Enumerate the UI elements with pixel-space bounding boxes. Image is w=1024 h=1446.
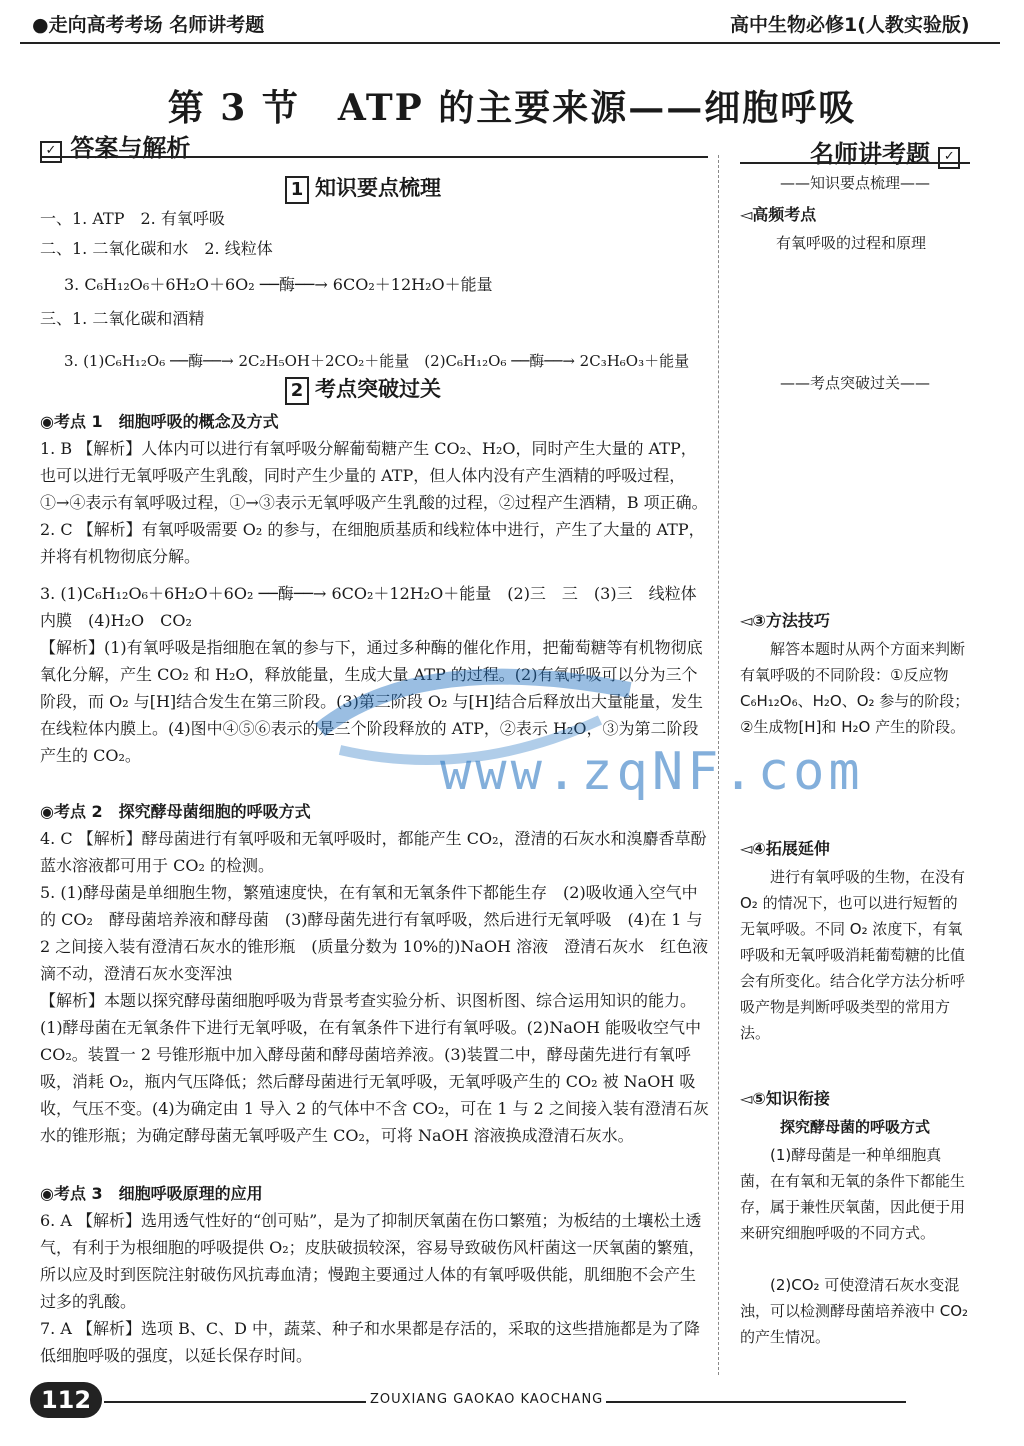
high-frequency-heading: ◅高频考点 — [740, 205, 817, 224]
method-tip-heading: ◅③方法技巧 — [740, 611, 830, 630]
header-left: ●走向高考考场 名师讲考题 — [32, 14, 265, 36]
checkbox-icon: ✓ — [40, 141, 62, 163]
answer-item: 3. (1)C₆H₁₂O₆＋6H₂O＋6O₂ ──酶──→ 6CO₂＋12H₂O＋能量 (2)三 三 (3)三 线粒体内膜 (4)H₂O CO₂ — [40, 584, 697, 630]
page-number: 112 — [30, 1382, 102, 1418]
part2-heading — [285, 373, 441, 405]
kp3-block — [40, 1180, 710, 1369]
answers-heading-rule — [40, 156, 708, 158]
header-right: 高中生物必修1(人教实验版) — [730, 14, 970, 36]
knowledge-link-subtitle: 探究酵母菌的呼吸方式 — [779, 1118, 930, 1136]
analysis-item: 【解析】本题以探究酵母菌细胞呼吸为背景考查实验分析、识图析图、综合运用知识的能力。(1)酵母菌在无氧条件下进行无氧呼吸，在有氧条件下进行有氧呼吸。(2)NaOH 能吸收空气中 CO₂。装置一 2 号锥形瓶中加入酵母菌和酵母菌培养液。(3)装置二中，酵母菌先进行有氧呼吸，消耗 O₂，瓶内气压降低；然后酵母菌进行无氧呼吸，无氧呼吸产生的 CO₂ 被 NaOH 吸收，气压不变。(4)为确定由 1 导入 2 的气体中不含 CO₂，可在 1 与 2 之间接入装有澄清石灰水的锥形瓶；为确定酵母菌无氧呼吸产生 CO₂，可将 NaOH 溶液换成澄清石灰水。 — [40, 991, 709, 1145]
kp2-block — [40, 798, 710, 1149]
footer-rule-right — [606, 1401, 906, 1403]
answer-item: 6. A 【解析】选用透气性好的“创可贴”，是为了抑制厌氧菌在伤口繁殖；为板结的土壤松土透气，有利于为根细胞的呼吸提供 O₂；皮肤破损较深，容易导致破伤风杆菌这一厌氧菌的繁殖，所以应及时到医院注射破伤风抗毒血清；慢跑主要通过人体的有氧呼吸供能，肌细胞不会产生过多的乳酸。 — [40, 1211, 705, 1311]
footer-rule-left — [104, 1401, 366, 1403]
high-frequency-text: 有氧呼吸的过程和原理 — [776, 234, 927, 252]
header-divider — [20, 42, 1000, 44]
page-title: 第 3 节 ATP 的主要来源——细胞呼吸 — [167, 87, 857, 129]
teacher-heading-text: 名师讲考题 — [810, 140, 930, 168]
sidebar-separator: ——知识要点梳理—— — [779, 174, 930, 192]
part1-heading — [285, 172, 441, 204]
kp2-heading: ◉考点 2 探究酵母菌细胞的呼吸方式 — [40, 802, 311, 821]
part1-number: 1 — [285, 176, 309, 204]
extension-text: 进行有氧呼吸的生物，在没有 O₂ 的情况下，也可以进行短暂的无氧呼吸。不同 O₂ 浓度下，有氧呼吸和无氧呼吸消耗葡萄糖的比值会有所变化。结合化学方法分析呼吸产物是判断呼吸类型的常用方法。 — [740, 868, 966, 1042]
knowledge-link-heading: ◅⑤知识衔接 — [740, 1089, 830, 1108]
part1-line: 3. C₆H₁₂O₆＋6H₂O＋6O₂ ──酶──→ 6CO₂＋12H₂O＋能量 — [64, 275, 493, 294]
footer-text: ZOUXIANG GAOKAO KAOCHANG — [370, 1392, 604, 1407]
part1-list — [40, 204, 710, 376]
answer-item: 1. B 【解析】人体内可以进行有氧呼吸分解葡萄糖产生 CO₂、H₂O，同时产生大量的 ATP，也可以进行无氧呼吸产生乳酸，同时产生少量的 ATP，但人体内没有产生酒精的呼吸过程，①→④表示有氧呼吸过程，①→③表示无氧呼吸产生乳酸的过程，②过程产生酒精，B 项正确。 — [40, 439, 708, 512]
answer-item: 2. C 【解析】有氧呼吸需要 O₂ 的参与，在细胞质基质和线粒体中进行，产生了大量的 ATP，并将有机物彻底分解。 — [40, 520, 705, 566]
analysis-item: 【解析】(1)有氧呼吸是指细胞在氧的参与下，通过多种酶的催化作用，把葡萄糖等有机物彻底氧化分解，产生 CO₂ 和 H₂O，释放能量，生成大量 ATP 的过程。(2)有氧呼吸可以分为三个阶段，而 O₂ 与[H]结合发生在第三阶段。(3)第三阶段 O₂ 与[H]结合后释放出大量能量，发生在线粒体内膜上。(4)图中④⑤⑥表示的是三个阶段释放的 ATP，②表示 H₂O，③为第二阶段产生的 CO₂。 — [40, 638, 703, 765]
part1-line: 三、1. 二氧化碳和酒精 — [40, 309, 205, 328]
part1-title: 知识要点梳理 — [315, 176, 441, 200]
kp3-heading: ◉考点 3 细胞呼吸原理的应用 — [40, 1184, 263, 1203]
teacher-heading-rule — [740, 162, 970, 164]
answers-heading-text: 答案与解析 — [70, 134, 191, 162]
answer-item: 4. C 【解析】酵母菌进行有氧呼吸和无氧呼吸时，都能产生 CO₂，澄清的石灰水和溴麝香草酚蓝水溶液都可用于 CO₂ 的检测。 — [40, 829, 707, 875]
part2-number: 2 — [285, 377, 309, 405]
knowledge-link-p1: (1)酵母菌是一种单细胞真菌，在有氧和无氧的条件下都能生存，属于兼性厌氧菌，因此便于用来研究细胞呼吸的不同方式。 — [740, 1146, 966, 1242]
extension-heading: ◅④拓展延伸 — [740, 839, 830, 858]
part2-title: 考点突破过关 — [315, 377, 441, 401]
part1-line: 3. (1)C₆H₁₂O₆ ──酶──→ 2C₂H₅OH＋2CO₂＋能量 (2)C₆H₁₂O₆ ──酶──→ 2C₃H₆O₃＋能量 — [64, 352, 690, 370]
answer-item: 7. A 【解析】选项 B、C、D 中，蔬菜、种子和水果都是存活的，采取的这些措施都是为了降低细胞呼吸的强度，以延长保存时间。 — [40, 1319, 700, 1365]
watermark-text: www.zqNF.com — [440, 742, 864, 802]
knowledge-link-p2: (2)CO₂ 可使澄清石灰水变混浊，可以检测酵母菌培养液中 CO₂ 的产生情况。 — [740, 1276, 969, 1346]
part1-line: 二、1. 二氧化碳和水 2. 线粒体 — [40, 239, 273, 258]
part1-line: 一、1. ATP 2. 有氧呼吸 — [40, 209, 225, 228]
kp1-heading: ◉考点 1 细胞呼吸的概念及方式 — [40, 412, 279, 431]
sidebar-separator: ——考点突破过关—— — [779, 374, 930, 392]
method-tip-text: 解答本题时从两个方面来判断有氧呼吸的不同阶段：①反应物 C₆H₁₂O₆、H₂O、O₂ 参与的阶段；②生成物[H]和 H₂O 产生的阶段。 — [740, 640, 970, 736]
answer-item: 5. (1)酵母菌是单细胞生物，繁殖速度快，在有氧和无氧条件下都能生存 (2)吸收通入空气中的 CO₂ 酵母菌培养液和酵母菌 (3)酵母菌先进行有氧呼吸，然后进行无氧呼吸 (4)在 1 与 2 之间接入装有澄清石灰水的锥形瓶 (质量分数为 10%的)NaOH 溶液 澄清石灰水 红色液滴不动，澄清石灰水变浑浊 — [40, 883, 709, 983]
checkbox-icon: ✓ — [938, 147, 960, 169]
